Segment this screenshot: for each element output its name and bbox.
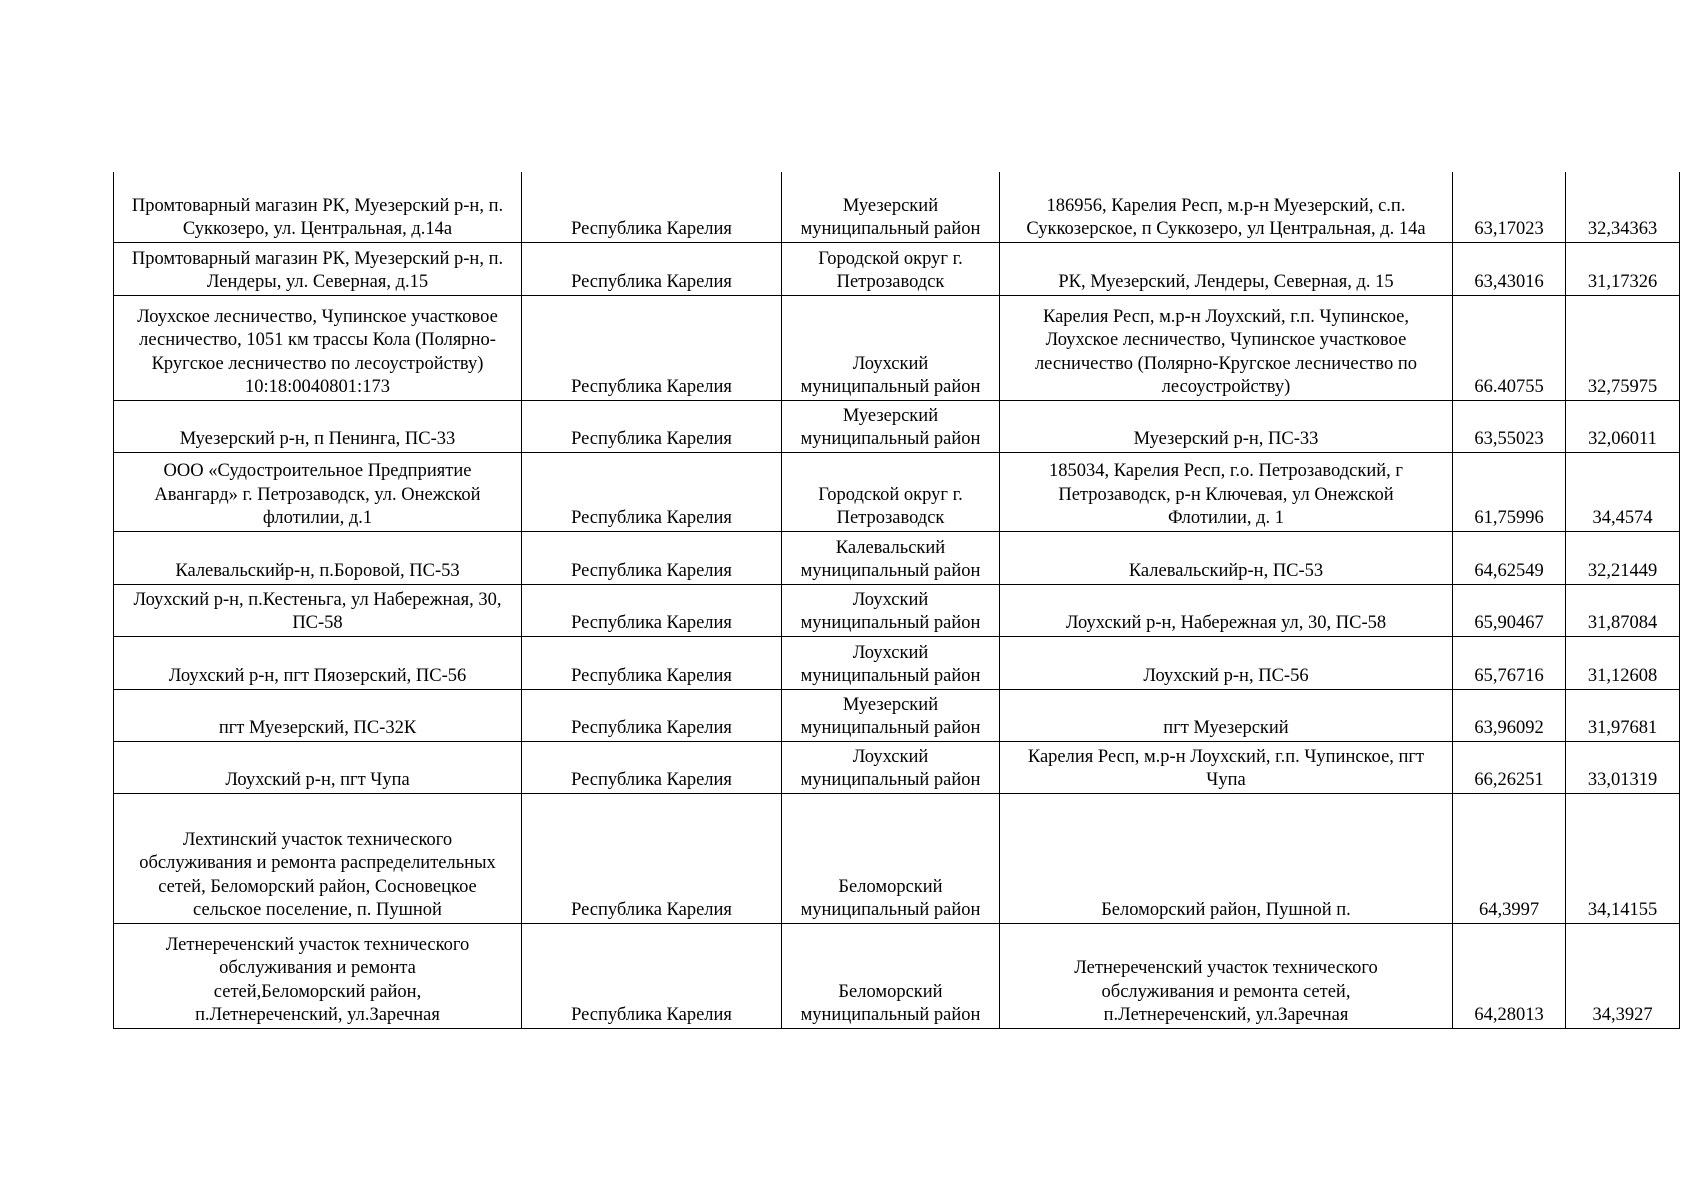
cell-name: Лехтинский участок технического обслуживания и ремонта распределительных сетей, Беломорский район, Сосновецкое сельское поселение, п. Пушной — [114, 793, 522, 923]
cell-longitude: 34,3927 — [1566, 923, 1680, 1028]
cell-longitude: 32,34363 — [1566, 172, 1680, 242]
cell-district: Лоухский муниципальный район — [782, 295, 1000, 400]
cell-region: Республика Карелия — [522, 793, 782, 923]
cell-longitude: 34,14155 — [1566, 793, 1680, 923]
cell-longitude: 32,06011 — [1566, 400, 1680, 452]
cell-latitude: 65,76716 — [1453, 636, 1566, 689]
cell-address: 186956, Карелия Респ, м.р-н Муезерский, с.п. Суккозерское, п Суккозеро, ул Центральная, д. 14а — [1000, 172, 1453, 242]
cell-region: Республика Карелия — [522, 923, 782, 1028]
cell-district: Муезерский муниципальный район — [782, 400, 1000, 452]
cell-name: пгт Муезерский, ПС-32К — [114, 689, 522, 741]
cell-address: Муезерский р-н, ПС-33 — [1000, 400, 1453, 452]
cell-longitude: 31,87084 — [1566, 584, 1680, 636]
cell-region: Республика Карелия — [522, 584, 782, 636]
cell-name: Промтоварный магазин РК, Муезерский р-н, п. Суккозеро, ул. Центральная, д.14а — [114, 172, 522, 242]
table-row — [114, 923, 1680, 1028]
cell-address: Беломорский район, Пушной п. — [1000, 793, 1453, 923]
table-row — [114, 172, 1680, 242]
cell-name: Лоухский р-н, пгт Пяозерский, ПС-56 — [114, 636, 522, 689]
cell-address: Карелия Респ, м.р-н Лоухский, г.п. Чупинское, пгт Чупа — [1000, 741, 1453, 793]
cell-region: Республика Карелия — [522, 295, 782, 400]
table-row — [114, 531, 1680, 584]
table-row — [114, 741, 1680, 793]
cell-address: Лоухский р-н, Набережная ул, 30, ПС-58 — [1000, 584, 1453, 636]
cell-name: Промтоварный магазин РК, Муезерский р-н, п. Лендеры, ул. Северная, д.15 — [114, 242, 522, 295]
cell-district: Лоухский муниципальный район — [782, 741, 1000, 793]
cell-region: Республика Карелия — [522, 531, 782, 584]
cell-longitude: 31,97681 — [1566, 689, 1680, 741]
table-row — [114, 452, 1680, 531]
cell-latitude: 64,3997 — [1453, 793, 1566, 923]
cell-district: Беломорский муниципальный район — [782, 923, 1000, 1028]
table-row — [114, 400, 1680, 452]
cell-longitude: 34,4574 — [1566, 452, 1680, 531]
cell-district: Лоухский муниципальный район — [782, 584, 1000, 636]
cell-address: Летнереченский участок технического обслуживания и ремонта сетей, п.Летнереченский, ул.Заречная — [1000, 923, 1453, 1028]
table-body — [114, 172, 1680, 1028]
cell-region: Республика Карелия — [522, 452, 782, 531]
cell-address: 185034, Карелия Респ, г.о. Петрозаводский, г Петрозаводск, р-н Ключевая, ул Онежской Флотилии, д. 1 — [1000, 452, 1453, 531]
cell-name: Лоухский р-н, п.Кестеньга, ул Набережная, 30, ПС-58 — [114, 584, 522, 636]
cell-latitude: 61,75996 — [1453, 452, 1566, 531]
cell-address: РК, Муезерский, Лендеры, Северная, д. 15 — [1000, 242, 1453, 295]
table-row — [114, 793, 1680, 923]
cell-name: Муезерский р-н, п Пенинга, ПС-33 — [114, 400, 522, 452]
cell-longitude: 32,21449 — [1566, 531, 1680, 584]
cell-district: Муезерский муниципальный район — [782, 689, 1000, 741]
cell-latitude: 65,90467 — [1453, 584, 1566, 636]
cell-region: Республика Карелия — [522, 400, 782, 452]
cell-region: Республика Карелия — [522, 636, 782, 689]
cell-name: ООО «Судостроительное Предприятие Авангард» г. Петрозаводск, ул. Онежской флотилии, д.1 — [114, 452, 522, 531]
cell-name: Лоухское лесничество, Чупинское участковое лесничество, 1051 км трассы Кола (Полярно-Кругское лесничество по лесоустройству) 10:18:0040801:173 — [114, 295, 522, 400]
table-row — [114, 584, 1680, 636]
cell-address: Калевальскийр-н, ПС-53 — [1000, 531, 1453, 584]
cell-district: Городской округ г. Петрозаводск — [782, 242, 1000, 295]
cell-district: Калевальский муниципальный район — [782, 531, 1000, 584]
facilities-table — [113, 172, 1680, 1029]
cell-district: Муезерский муниципальный район — [782, 172, 1000, 242]
cell-latitude: 66.40755 — [1453, 295, 1566, 400]
cell-district: Беломорский муниципальный район — [782, 793, 1000, 923]
cell-region: Республика Карелия — [522, 242, 782, 295]
cell-region: Республика Карелия — [522, 741, 782, 793]
cell-name: Лоухский р-н, пгт Чупа — [114, 741, 522, 793]
cell-latitude: 66,26251 — [1453, 741, 1566, 793]
cell-region: Республика Карелия — [522, 172, 782, 242]
cell-longitude: 33,01319 — [1566, 741, 1680, 793]
cell-longitude: 31,12608 — [1566, 636, 1680, 689]
cell-latitude: 63,43016 — [1453, 242, 1566, 295]
cell-latitude: 63,55023 — [1453, 400, 1566, 452]
cell-latitude: 64,28013 — [1453, 923, 1566, 1028]
cell-address: Лоухский р-н, ПС-56 — [1000, 636, 1453, 689]
cell-address: пгт Муезерский — [1000, 689, 1453, 741]
table-row — [114, 636, 1680, 689]
cell-latitude: 64,62549 — [1453, 531, 1566, 584]
cell-latitude: 63,96092 — [1453, 689, 1566, 741]
table-row — [114, 295, 1680, 400]
cell-name: Летнереченский участок технического обслуживания и ремонта сетей,Беломорский район, п.Летнереченский, ул.Заречная — [114, 923, 522, 1028]
cell-longitude: 32,75975 — [1566, 295, 1680, 400]
cell-region: Республика Карелия — [522, 689, 782, 741]
cell-longitude: 31,17326 — [1566, 242, 1680, 295]
cell-district: Лоухский муниципальный район — [782, 636, 1000, 689]
cell-name: Калевальскийр-н, п.Боровой, ПС-53 — [114, 531, 522, 584]
cell-address: Карелия Респ, м.р-н Лоухский, г.п. Чупинское, Лоухское лесничество, Чупинское участковое лесничество (Полярно-Кругское лесничество по лесоустройству) — [1000, 295, 1453, 400]
table-row — [114, 242, 1680, 295]
table-row — [114, 689, 1680, 741]
cell-latitude: 63,17023 — [1453, 172, 1566, 242]
cell-district: Городской округ г. Петрозаводск — [782, 452, 1000, 531]
